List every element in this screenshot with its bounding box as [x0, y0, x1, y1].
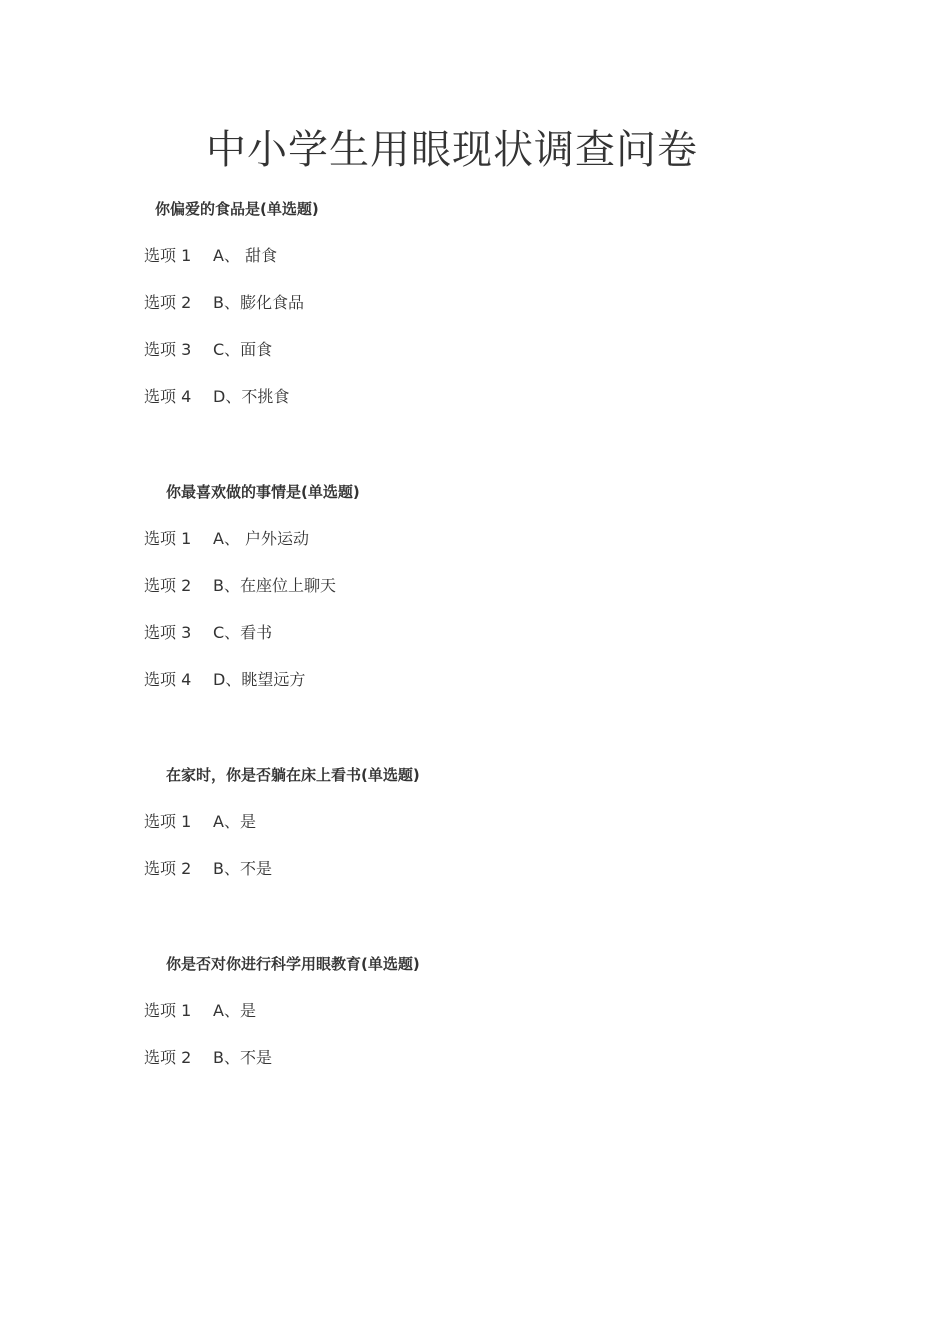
option-text: B、不是 — [213, 1048, 272, 1067]
question-4-text: 你是否对你进行科学用眼教育(单选题) — [166, 955, 420, 973]
option-label: 选项 4 — [144, 387, 192, 406]
option-label: 选项 2 — [144, 576, 192, 595]
option-text: C、面食 — [213, 340, 273, 359]
option-label: 选项 2 — [144, 1048, 192, 1067]
option-text: A、 甜食 — [213, 246, 278, 265]
question-2-text: 你最喜欢做的事情是(单选题) — [166, 483, 360, 501]
option-text: D、眺望远方 — [213, 670, 306, 689]
option-label: 选项 1 — [144, 812, 192, 831]
option-text: A、是 — [213, 1001, 256, 1020]
option-label: 选项 4 — [144, 670, 192, 689]
question-1-text: 你偏爱的食品是(单选题) — [155, 200, 319, 218]
option-label: 选项 1 — [144, 1001, 192, 1020]
option-text: C、看书 — [213, 623, 273, 642]
question-3-text: 在家时，你是否躺在床上看书(单选题) — [166, 766, 420, 784]
option-label: 选项 2 — [144, 293, 192, 312]
option-text: B、在座位上聊天 — [213, 576, 336, 595]
option-text: B、不是 — [213, 859, 272, 878]
option-text: A、 户外运动 — [213, 529, 310, 548]
option-text: A、是 — [213, 812, 256, 831]
option-text: D、不挑食 — [213, 387, 290, 406]
option-label: 选项 2 — [144, 859, 192, 878]
option-label: 选项 3 — [144, 623, 192, 642]
page-title: 中小学生用眼现状调查问卷 — [206, 127, 698, 173]
option-label: 选项 1 — [144, 529, 192, 548]
option-label: 选项 3 — [144, 340, 192, 359]
option-label: 选项 1 — [144, 246, 192, 265]
option-text: B、膨化食品 — [213, 293, 304, 312]
